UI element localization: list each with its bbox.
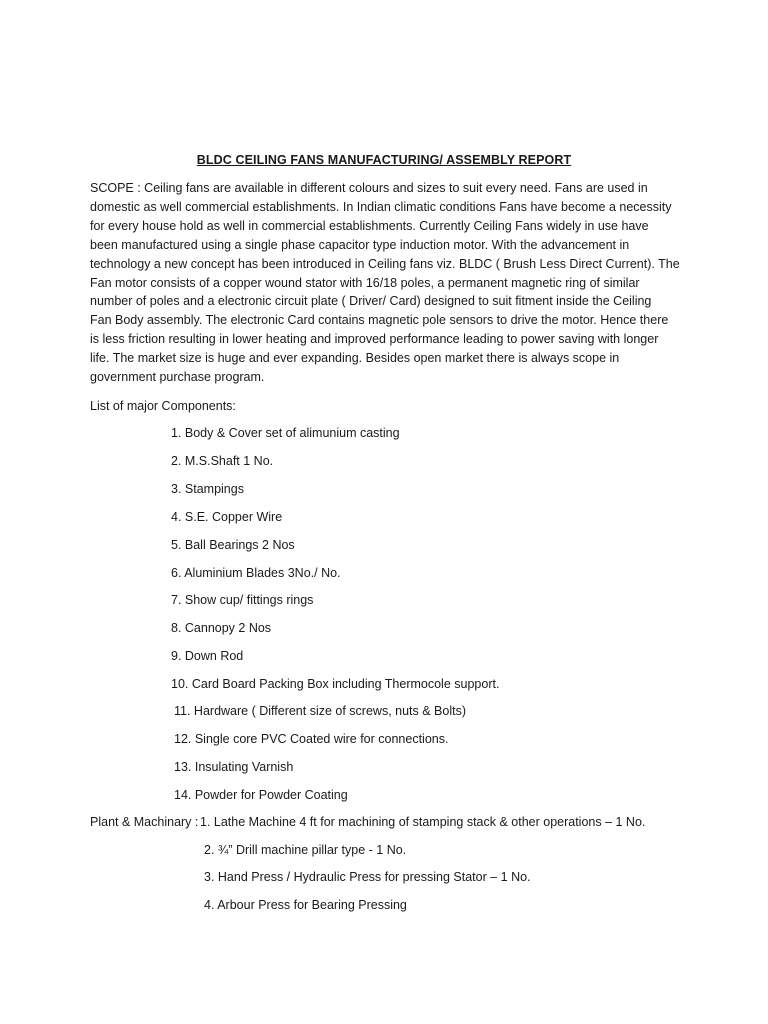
- component-item: 4. S.E. Copper Wire: [171, 510, 283, 524]
- component-item: 10. Card Board Packing Box including Thermocole support.: [171, 677, 500, 691]
- plant-item: 3. Hand Press / Hydraulic Press for pressing Stator – 1 No.: [204, 870, 531, 884]
- report-title: BLDC CEILING FANS MANUFACTURING/ ASSEMBLY REPORT: [196, 153, 572, 167]
- plant-machinery-label: Plant & Machinary :: [90, 815, 199, 829]
- scope-line: is less friction resulting in lower heating and improved performance leading to power saving with longer: [90, 332, 659, 347]
- scope-line: Fan Body assembly. The electronic Card contains magnetic pole sensors to drive the motor. Hence there: [90, 313, 669, 328]
- scope-line: domestic as well commercial establishments. In Indian climatic conditions Fans have become a necessity: [90, 199, 672, 214]
- components-heading: List of major Components:: [90, 399, 236, 413]
- component-item: 6. Aluminium Blades 3No./ No.: [171, 566, 341, 580]
- scope-line: technology a new concept has been introduced in Ceiling fans viz. BLDC ( Brush Less Direct Current). The: [90, 256, 680, 271]
- scope-line: government purchase program.: [90, 370, 265, 385]
- component-item: 5. Ball Bearings 2 Nos: [171, 538, 295, 552]
- component-item: 11. Hardware ( Different size of screws, nuts & Bolts): [174, 704, 467, 718]
- scope-line: been manufactured using a single phase capacitor type induction motor. With the advancement in: [90, 237, 630, 252]
- scope-line: SCOPE : Ceiling fans are available in different colours and sizes to suit every need. Fans are used in: [90, 181, 648, 195]
- component-item: 13. Insulating Varnish: [174, 760, 294, 774]
- plant-item: 1. Lathe Machine 4 ft for machining of stamping stack & other operations – 1 No.: [200, 815, 646, 829]
- component-item: 12. Single core PVC Coated wire for connections.: [174, 732, 449, 746]
- scope-line: life. The market size is huge and ever expanding. Besides open market there is always scope in: [90, 351, 620, 366]
- plant-item: 2. ¾” Drill machine pillar type - 1 No.: [204, 843, 407, 857]
- component-item: 9. Down Rod: [171, 649, 244, 663]
- scope-line: number of poles and a electronic circuit plate ( Driver/ Card) designed to suit fitment inside the Ceiling: [90, 294, 652, 309]
- component-item: 14. Powder for Powder Coating: [174, 788, 348, 802]
- component-item: 8. Cannopy 2 Nos: [171, 621, 272, 635]
- scope-line: Fan motor consists of a copper wound stator with 16/18 poles, a permanent magnetic ring of similar: [90, 275, 640, 290]
- scope-paragraph: [90, 179, 686, 387]
- component-item: 2. M.S.Shaft 1 No.: [171, 454, 274, 468]
- component-item: 1. Body & Cover set of alimunium casting: [171, 426, 400, 440]
- plant-item: 4. Arbour Press for Bearing Pressing: [204, 898, 407, 912]
- component-item: 3. Stampings: [171, 482, 244, 496]
- scope-line: for every house hold as well in commercial establishments. Currently Ceiling Fans widely in use have: [90, 218, 649, 233]
- component-item: 7. Show cup/ fittings rings: [171, 593, 314, 607]
